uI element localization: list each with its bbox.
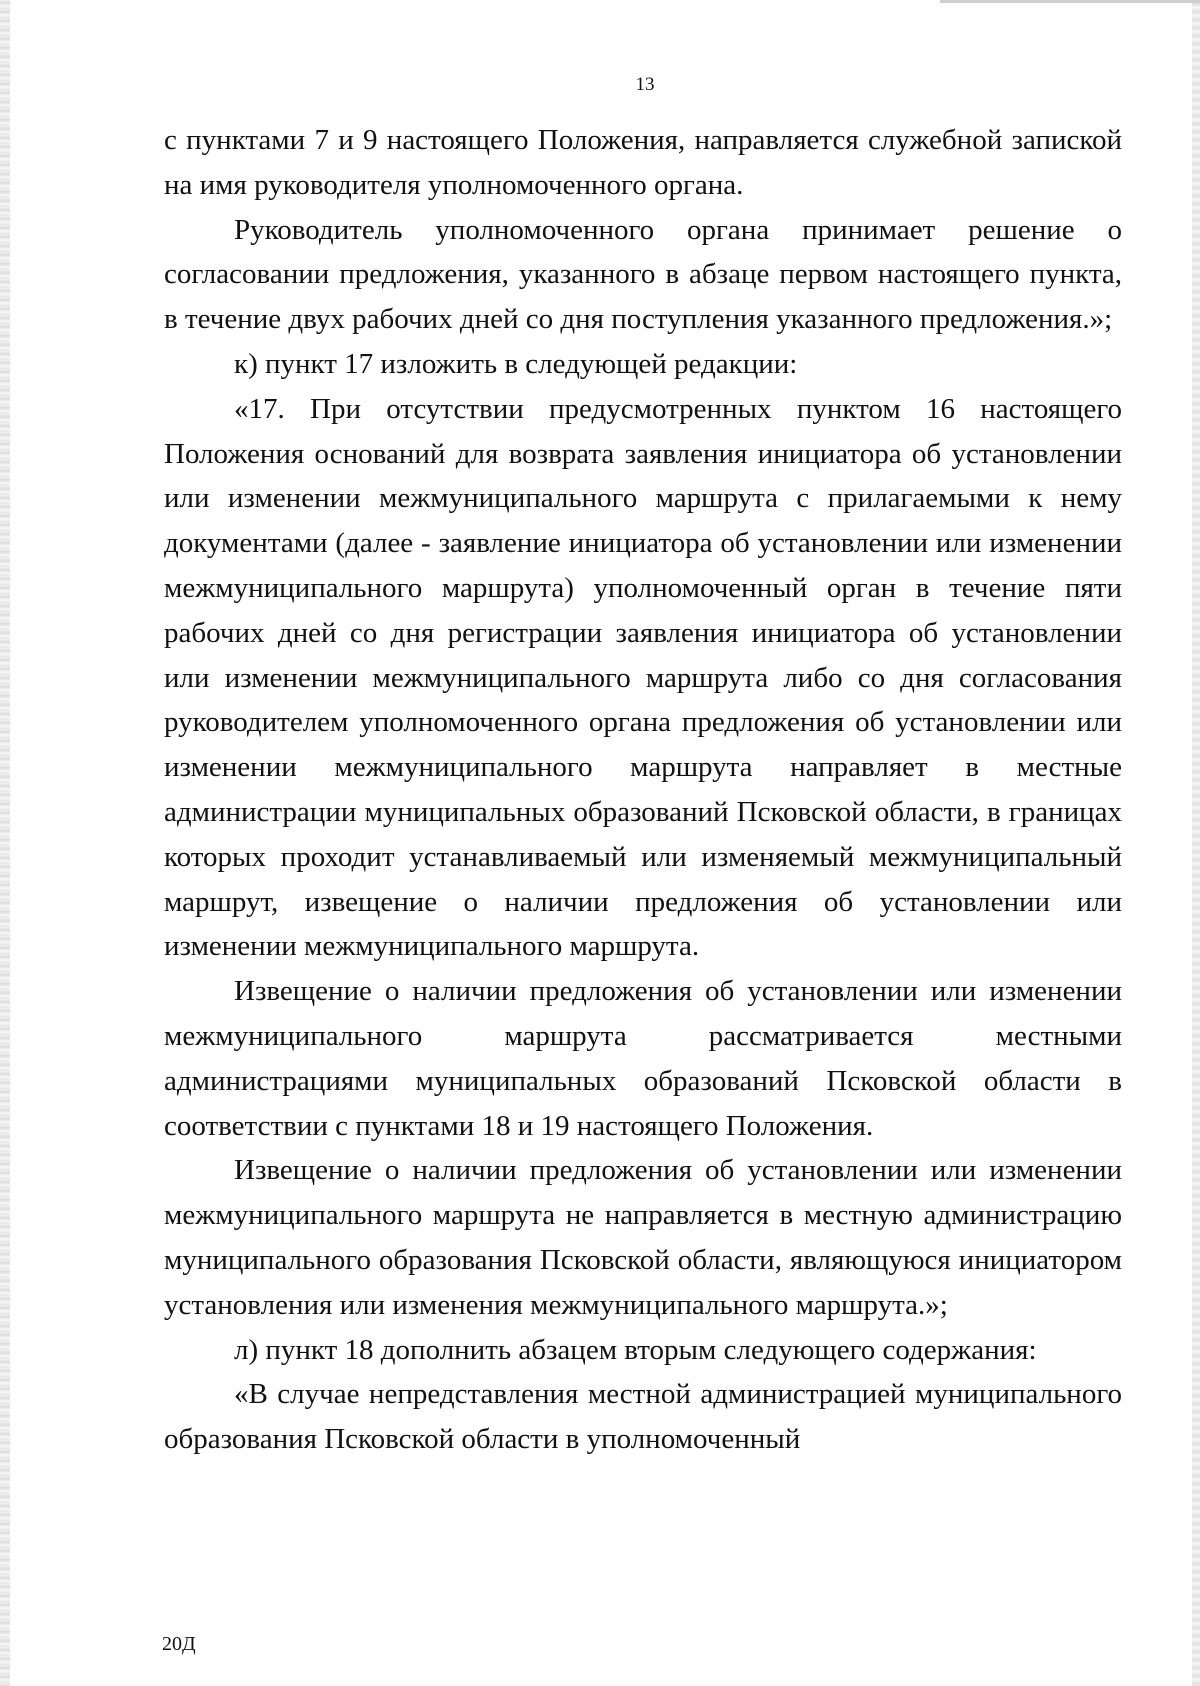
paragraph-notice-not-sent: Извещение о наличии предложения об установлении или изменении межмуниципального маршрута не направляется в местную администрацию муниципального образования Псковской области, являющуюся инициатором установления или изменения межмуниципального маршрута.»; [164,1154,1122,1321]
scan-edge-right [1192,0,1200,1686]
paragraph-item-l: л) пункт 18 дополнить абзацем вторым следующего содержания: [234,1333,1037,1366]
paragraph-continuation: с пунктами 7 и 9 настоящего Положения, направляется служебной запиской на имя руководителя уполномоченного органа. [164,124,1122,201]
paragraph-item-k: к) пункт 17 изложить в следующей редакции: [234,347,798,380]
footer-code: 20Д [162,1633,196,1655]
paragraph-head-decision: Руководитель уполномоченного органа принимает решение о согласовании предложения, указанного в абзаце первом настоящего пункта, в течение двух рабочих дней со дня поступления указанного предложения.»; [164,213,1122,336]
paragraph-case-nonsubmission: «В случае непредставления местной администрацией муниципального образования Псковской области в уполномоченный [164,1378,1122,1456]
paragraph-point-17: «17. При отсутствии предусмотренных пунктом 16 настоящего Положения оснований для возврата заявления инициатора об установлении или изменении межмуниципального маршрута с прилагаемыми к нему документами (далее - заявление инициатора об установлении или изменении межмуниципального маршрута) уполномоченный орган в течение пяти рабочих дней со дня регистрации заявления инициатора об установлении или изменении межмуниципального маршрута либо со дня согласования руководителем уполномоченного органа предложения об установлении или изменении межмуниципального маршрута направляет в местные администрации муниципальных образований Псковской области, в границах которых проходит устанавливаемый или изменяемый межмуниципальный маршрут, извещение о наличии предложения об установлении или изменении межмуниципального маршрута. [164,392,1122,963]
page-number: 13 [635,74,655,95]
document-body [164,118,1122,1462]
scan-top-line [940,0,1200,3]
scan-edge-left [0,0,10,1686]
paragraph-notice-review: Извещение о наличии предложения об установлении или изменении межмуниципального маршрута рассматривается местными администрациями муниципальных образований Псковской области в соответствии с пунктами 18 и 19 настоящего Положения. [164,975,1122,1142]
